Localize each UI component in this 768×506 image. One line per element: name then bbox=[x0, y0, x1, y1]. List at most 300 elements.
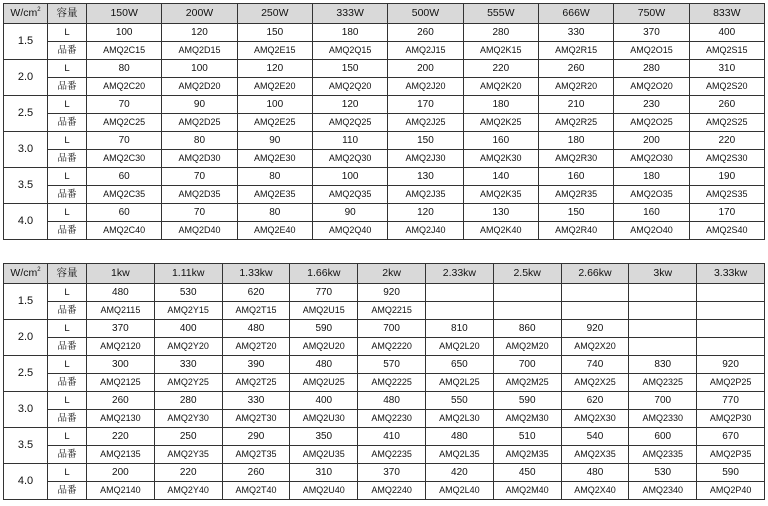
length-value: 120 bbox=[388, 204, 463, 222]
part-number-value: AMQ2U15 bbox=[290, 302, 358, 320]
length-label: L bbox=[48, 24, 87, 42]
column-header: 1.66kw bbox=[290, 264, 358, 284]
length-value: 130 bbox=[388, 168, 463, 186]
length-value bbox=[629, 320, 697, 338]
part-number-value: AMQ2E40 bbox=[237, 222, 312, 240]
column-header: 1kw bbox=[87, 264, 155, 284]
part-number-value: AMQ2K35 bbox=[463, 186, 538, 204]
length-row bbox=[4, 168, 765, 186]
part-number-value bbox=[697, 338, 765, 356]
part-number-label: 品番 bbox=[48, 222, 87, 240]
length-value: 740 bbox=[561, 356, 629, 374]
length-value: 250 bbox=[154, 428, 222, 446]
part-number-value: AMQ2O30 bbox=[614, 150, 689, 168]
part-number-value: AMQ2C35 bbox=[87, 186, 162, 204]
part-number-value: AMQ2Y15 bbox=[154, 302, 222, 320]
column-header: 3kw bbox=[629, 264, 697, 284]
column-header: 3.33kw bbox=[697, 264, 765, 284]
length-value: 590 bbox=[290, 320, 358, 338]
length-value: 90 bbox=[312, 204, 387, 222]
watt-density-cell: 1.5 bbox=[4, 24, 48, 60]
column-header: 555W bbox=[463, 4, 538, 24]
watt-density-cell: 4.0 bbox=[4, 464, 48, 500]
length-value: 160 bbox=[538, 168, 613, 186]
length-value: 140 bbox=[463, 168, 538, 186]
length-value: 420 bbox=[425, 464, 493, 482]
part-number-label: 品番 bbox=[48, 410, 87, 428]
part-number-value: AMQ2340 bbox=[629, 482, 697, 500]
length-value: 200 bbox=[87, 464, 155, 482]
length-value: 180 bbox=[614, 168, 689, 186]
part-number-value: AMQ2L25 bbox=[425, 374, 493, 392]
length-value: 480 bbox=[425, 428, 493, 446]
watt-density-cell: 3.0 bbox=[4, 392, 48, 428]
column-header: 2.5kw bbox=[493, 264, 561, 284]
length-value: 180 bbox=[312, 24, 387, 42]
part-number-value: AMQ2Y40 bbox=[154, 482, 222, 500]
length-value: 810 bbox=[425, 320, 493, 338]
length-value: 300 bbox=[87, 356, 155, 374]
length-label: L bbox=[48, 60, 87, 78]
length-value: 130 bbox=[463, 204, 538, 222]
length-label: L bbox=[48, 96, 87, 114]
part-number-value: AMQ2335 bbox=[629, 446, 697, 464]
length-value: 190 bbox=[689, 168, 764, 186]
part-number-value: AMQ2U35 bbox=[290, 446, 358, 464]
watt-density-cell: 4.0 bbox=[4, 204, 48, 240]
column-header: 750W bbox=[614, 4, 689, 24]
length-value: 70 bbox=[87, 132, 162, 150]
length-label: L bbox=[48, 428, 87, 446]
watt-density-cell: 3.0 bbox=[4, 132, 48, 168]
length-value: 160 bbox=[463, 132, 538, 150]
length-value: 280 bbox=[154, 392, 222, 410]
part-number-value: AMQ2U30 bbox=[290, 410, 358, 428]
column-header: 666W bbox=[538, 4, 613, 24]
length-row bbox=[4, 24, 765, 42]
part-number-label: 品番 bbox=[48, 114, 87, 132]
capacity-header: 容量 bbox=[48, 264, 87, 284]
length-value: 370 bbox=[87, 320, 155, 338]
part-number-value: AMQ2R40 bbox=[538, 222, 613, 240]
w-per-cm2-superscript: 2 bbox=[37, 7, 41, 14]
length-value: 400 bbox=[154, 320, 222, 338]
length-value: 330 bbox=[222, 392, 290, 410]
header-row bbox=[4, 264, 765, 284]
part-number-value: AMQ2125 bbox=[87, 374, 155, 392]
length-value: 80 bbox=[237, 168, 312, 186]
length-value: 90 bbox=[162, 96, 237, 114]
part-number-value: AMQ2R20 bbox=[538, 78, 613, 96]
part-number-value: AMQ2Y25 bbox=[154, 374, 222, 392]
part-number-value: AMQ2R25 bbox=[538, 114, 613, 132]
column-header: 2.33kw bbox=[425, 264, 493, 284]
length-value: 770 bbox=[290, 284, 358, 302]
length-value: 220 bbox=[87, 428, 155, 446]
part-number-value: AMQ2Y30 bbox=[154, 410, 222, 428]
part-number-value: AMQ2Q25 bbox=[312, 114, 387, 132]
part-number-value: AMQ2T40 bbox=[222, 482, 290, 500]
part-number-value: AMQ2X35 bbox=[561, 446, 629, 464]
length-value: 150 bbox=[312, 60, 387, 78]
part-number-value bbox=[629, 338, 697, 356]
part-number-value: AMQ2Q30 bbox=[312, 150, 387, 168]
length-value: 370 bbox=[614, 24, 689, 42]
part-number-label: 品番 bbox=[48, 374, 87, 392]
part-number-value: AMQ2325 bbox=[629, 374, 697, 392]
watt-density-cell: 2.0 bbox=[4, 320, 48, 356]
part-number-value: AMQ2D25 bbox=[162, 114, 237, 132]
part-number-row bbox=[4, 186, 765, 204]
part-number-row bbox=[4, 114, 765, 132]
part-number-value: AMQ2Q15 bbox=[312, 42, 387, 60]
length-value: 530 bbox=[629, 464, 697, 482]
part-number-value: AMQ2T25 bbox=[222, 374, 290, 392]
part-number-value: AMQ2X40 bbox=[561, 482, 629, 500]
part-number-value: AMQ2130 bbox=[87, 410, 155, 428]
length-value: 110 bbox=[312, 132, 387, 150]
part-number-value: AMQ2X30 bbox=[561, 410, 629, 428]
part-number-value: AMQ2D35 bbox=[162, 186, 237, 204]
length-row bbox=[4, 356, 765, 374]
part-number-value bbox=[697, 302, 765, 320]
part-number-row bbox=[4, 78, 765, 96]
part-number-value: AMQ2P30 bbox=[697, 410, 765, 428]
watt-density-cell: 1.5 bbox=[4, 284, 48, 320]
length-row bbox=[4, 204, 765, 222]
length-value: 550 bbox=[425, 392, 493, 410]
length-value: 180 bbox=[538, 132, 613, 150]
part-number-value: AMQ2O20 bbox=[614, 78, 689, 96]
part-number-value: AMQ2J35 bbox=[388, 186, 463, 204]
w-per-cm2-superscript: 2 bbox=[37, 267, 41, 274]
length-row bbox=[4, 320, 765, 338]
length-value: 570 bbox=[358, 356, 426, 374]
watt-density-cell: 2.0 bbox=[4, 60, 48, 96]
part-number-value: AMQ2M35 bbox=[493, 446, 561, 464]
length-value: 260 bbox=[388, 24, 463, 42]
part-number-value: AMQ2C20 bbox=[87, 78, 162, 96]
part-number-value: AMQ2M40 bbox=[493, 482, 561, 500]
part-number-value: AMQ2D20 bbox=[162, 78, 237, 96]
length-value: 400 bbox=[290, 392, 358, 410]
part-number-label: 品番 bbox=[48, 302, 87, 320]
part-number-value: AMQ2X20 bbox=[561, 338, 629, 356]
part-number-value: AMQ2X25 bbox=[561, 374, 629, 392]
length-value: 80 bbox=[237, 204, 312, 222]
length-value: 830 bbox=[629, 356, 697, 374]
length-value: 540 bbox=[561, 428, 629, 446]
part-number-value: AMQ2T30 bbox=[222, 410, 290, 428]
part-number-value: AMQ2230 bbox=[358, 410, 426, 428]
part-number-value: AMQ2R35 bbox=[538, 186, 613, 204]
length-value: 350 bbox=[290, 428, 358, 446]
length-value: 70 bbox=[87, 96, 162, 114]
length-value: 120 bbox=[237, 60, 312, 78]
column-header: 250W bbox=[237, 4, 312, 24]
column-header: 200W bbox=[162, 4, 237, 24]
column-header: 150W bbox=[87, 4, 162, 24]
part-number-value: AMQ2P40 bbox=[697, 482, 765, 500]
part-number-value: AMQ2E35 bbox=[237, 186, 312, 204]
part-number-value: AMQ2E30 bbox=[237, 150, 312, 168]
part-number-row bbox=[4, 42, 765, 60]
part-number-value: AMQ2P25 bbox=[697, 374, 765, 392]
part-number-value bbox=[425, 302, 493, 320]
part-number-value: AMQ2C30 bbox=[87, 150, 162, 168]
part-number-row bbox=[4, 302, 765, 320]
part-number-value: AMQ2D40 bbox=[162, 222, 237, 240]
part-number-value: AMQ2Q40 bbox=[312, 222, 387, 240]
length-value: 150 bbox=[237, 24, 312, 42]
length-value: 590 bbox=[493, 392, 561, 410]
length-value: 400 bbox=[689, 24, 764, 42]
part-number-value: AMQ2P35 bbox=[697, 446, 765, 464]
length-value: 620 bbox=[561, 392, 629, 410]
length-value: 260 bbox=[689, 96, 764, 114]
part-number-value: AMQ2E25 bbox=[237, 114, 312, 132]
length-value bbox=[697, 284, 765, 302]
length-value: 60 bbox=[87, 168, 162, 186]
length-value: 100 bbox=[162, 60, 237, 78]
length-value: 200 bbox=[388, 60, 463, 78]
part-number-value: AMQ2S20 bbox=[689, 78, 764, 96]
length-value: 450 bbox=[493, 464, 561, 482]
column-header: 500W bbox=[388, 4, 463, 24]
w-per-cm2-header bbox=[4, 4, 48, 24]
length-value: 70 bbox=[162, 204, 237, 222]
length-value: 80 bbox=[162, 132, 237, 150]
part-number-value: AMQ2S15 bbox=[689, 42, 764, 60]
part-number-value bbox=[629, 302, 697, 320]
part-number-label: 品番 bbox=[48, 42, 87, 60]
length-value bbox=[629, 284, 697, 302]
part-number-value: AMQ2235 bbox=[358, 446, 426, 464]
part-number-value: AMQ2215 bbox=[358, 302, 426, 320]
length-value: 510 bbox=[493, 428, 561, 446]
length-value: 480 bbox=[87, 284, 155, 302]
length-value: 200 bbox=[614, 132, 689, 150]
part-number-value: AMQ2J30 bbox=[388, 150, 463, 168]
part-number-value: AMQ2C15 bbox=[87, 42, 162, 60]
part-number-value: AMQ2M25 bbox=[493, 374, 561, 392]
watt-density-cell: 2.5 bbox=[4, 96, 48, 132]
part-number-value: AMQ2S25 bbox=[689, 114, 764, 132]
length-value: 220 bbox=[154, 464, 222, 482]
part-number-value: AMQ2T35 bbox=[222, 446, 290, 464]
length-row bbox=[4, 428, 765, 446]
part-number-value: AMQ2Y20 bbox=[154, 338, 222, 356]
length-value: 670 bbox=[697, 428, 765, 446]
length-value: 920 bbox=[561, 320, 629, 338]
watt-density-cell: 3.5 bbox=[4, 428, 48, 464]
length-value: 150 bbox=[538, 204, 613, 222]
length-value: 860 bbox=[493, 320, 561, 338]
length-value: 150 bbox=[388, 132, 463, 150]
length-label: L bbox=[48, 320, 87, 338]
length-value: 920 bbox=[697, 356, 765, 374]
length-label: L bbox=[48, 392, 87, 410]
part-number-value: AMQ2L20 bbox=[425, 338, 493, 356]
length-row bbox=[4, 464, 765, 482]
part-number-value: AMQ2S35 bbox=[689, 186, 764, 204]
length-value: 220 bbox=[689, 132, 764, 150]
length-value: 260 bbox=[538, 60, 613, 78]
part-number-value: AMQ2115 bbox=[87, 302, 155, 320]
length-value: 620 bbox=[222, 284, 290, 302]
length-value: 330 bbox=[538, 24, 613, 42]
part-number-value: AMQ2K20 bbox=[463, 78, 538, 96]
part-number-row bbox=[4, 222, 765, 240]
part-number-value: AMQ2T20 bbox=[222, 338, 290, 356]
w-per-cm2-label: W/cm bbox=[10, 7, 38, 20]
length-value: 120 bbox=[162, 24, 237, 42]
spec-table-1 bbox=[3, 3, 765, 240]
part-number-label: 品番 bbox=[48, 78, 87, 96]
length-value: 220 bbox=[463, 60, 538, 78]
column-header: 833W bbox=[689, 4, 764, 24]
length-value: 530 bbox=[154, 284, 222, 302]
part-number-row bbox=[4, 374, 765, 392]
part-number-value: AMQ2K25 bbox=[463, 114, 538, 132]
length-value: 920 bbox=[358, 284, 426, 302]
part-number-value: AMQ2O25 bbox=[614, 114, 689, 132]
part-number-value: AMQ2U25 bbox=[290, 374, 358, 392]
length-value: 650 bbox=[425, 356, 493, 374]
part-number-value bbox=[493, 302, 561, 320]
length-value: 590 bbox=[697, 464, 765, 482]
length-value: 210 bbox=[538, 96, 613, 114]
part-number-label: 品番 bbox=[48, 186, 87, 204]
length-value: 600 bbox=[629, 428, 697, 446]
length-value: 410 bbox=[358, 428, 426, 446]
part-number-value: AMQ2O35 bbox=[614, 186, 689, 204]
part-number-value: AMQ2Q35 bbox=[312, 186, 387, 204]
part-number-label: 品番 bbox=[48, 446, 87, 464]
column-header: 1.33kw bbox=[222, 264, 290, 284]
spec-table-2 bbox=[3, 263, 765, 500]
part-number-value: AMQ2K15 bbox=[463, 42, 538, 60]
length-value: 770 bbox=[697, 392, 765, 410]
length-value: 330 bbox=[154, 356, 222, 374]
length-value: 290 bbox=[222, 428, 290, 446]
part-number-value: AMQ2C25 bbox=[87, 114, 162, 132]
w-per-cm2-label: W/cm bbox=[10, 267, 38, 280]
length-row bbox=[4, 284, 765, 302]
part-number-value: AMQ2S40 bbox=[689, 222, 764, 240]
watt-density-cell: 3.5 bbox=[4, 168, 48, 204]
part-number-value: AMQ2225 bbox=[358, 374, 426, 392]
part-number-value: AMQ2J25 bbox=[388, 114, 463, 132]
part-number-label: 品番 bbox=[48, 150, 87, 168]
part-number-value: AMQ2T15 bbox=[222, 302, 290, 320]
column-header: 1.11kw bbox=[154, 264, 222, 284]
length-value bbox=[697, 320, 765, 338]
part-number-value: AMQ2J40 bbox=[388, 222, 463, 240]
length-value bbox=[425, 284, 493, 302]
part-number-value: AMQ2120 bbox=[87, 338, 155, 356]
part-number-value: AMQ2C40 bbox=[87, 222, 162, 240]
length-label: L bbox=[48, 132, 87, 150]
column-header: 2.66kw bbox=[561, 264, 629, 284]
length-value: 310 bbox=[290, 464, 358, 482]
part-number-value: AMQ2M20 bbox=[493, 338, 561, 356]
part-number-value: AMQ2330 bbox=[629, 410, 697, 428]
part-number-value: AMQ2K30 bbox=[463, 150, 538, 168]
length-value: 260 bbox=[87, 392, 155, 410]
part-number-value: AMQ2D30 bbox=[162, 150, 237, 168]
length-value: 280 bbox=[463, 24, 538, 42]
length-value: 700 bbox=[493, 356, 561, 374]
length-value: 480 bbox=[561, 464, 629, 482]
part-number-value: AMQ2220 bbox=[358, 338, 426, 356]
length-value: 80 bbox=[87, 60, 162, 78]
part-number-value: AMQ2Q20 bbox=[312, 78, 387, 96]
part-number-value: AMQ2240 bbox=[358, 482, 426, 500]
length-row bbox=[4, 60, 765, 78]
part-number-value: AMQ2135 bbox=[87, 446, 155, 464]
length-value: 280 bbox=[614, 60, 689, 78]
length-row bbox=[4, 96, 765, 114]
capacity-header: 容量 bbox=[48, 4, 87, 24]
part-number-value: AMQ2L40 bbox=[425, 482, 493, 500]
part-number-label: 品番 bbox=[48, 338, 87, 356]
length-value: 170 bbox=[689, 204, 764, 222]
w-per-cm2-header bbox=[4, 264, 48, 284]
length-value: 180 bbox=[463, 96, 538, 114]
length-value: 480 bbox=[358, 392, 426, 410]
length-label: L bbox=[48, 204, 87, 222]
length-value: 230 bbox=[614, 96, 689, 114]
length-value: 480 bbox=[222, 320, 290, 338]
part-number-row bbox=[4, 338, 765, 356]
part-number-value: AMQ2U40 bbox=[290, 482, 358, 500]
part-number-value: AMQ2O15 bbox=[614, 42, 689, 60]
length-value: 170 bbox=[388, 96, 463, 114]
part-number-value: AMQ2M30 bbox=[493, 410, 561, 428]
length-value: 260 bbox=[222, 464, 290, 482]
part-number-value: AMQ2L30 bbox=[425, 410, 493, 428]
length-value: 700 bbox=[358, 320, 426, 338]
length-value bbox=[493, 284, 561, 302]
header-row bbox=[4, 4, 765, 24]
length-value bbox=[561, 284, 629, 302]
part-number-value: AMQ2R30 bbox=[538, 150, 613, 168]
part-number-value: AMQ2140 bbox=[87, 482, 155, 500]
part-number-value bbox=[561, 302, 629, 320]
length-row bbox=[4, 132, 765, 150]
part-number-value: AMQ2S30 bbox=[689, 150, 764, 168]
part-number-value: AMQ2J15 bbox=[388, 42, 463, 60]
part-number-value: AMQ2E15 bbox=[237, 42, 312, 60]
part-number-row bbox=[4, 150, 765, 168]
length-value: 480 bbox=[290, 356, 358, 374]
length-value: 100 bbox=[87, 24, 162, 42]
length-label: L bbox=[48, 284, 87, 302]
length-label: L bbox=[48, 168, 87, 186]
column-header: 2kw bbox=[358, 264, 426, 284]
length-value: 100 bbox=[312, 168, 387, 186]
length-value: 370 bbox=[358, 464, 426, 482]
part-number-value: AMQ2E20 bbox=[237, 78, 312, 96]
length-value: 120 bbox=[312, 96, 387, 114]
length-value: 90 bbox=[237, 132, 312, 150]
length-value: 310 bbox=[689, 60, 764, 78]
length-row bbox=[4, 392, 765, 410]
part-number-value: AMQ2D15 bbox=[162, 42, 237, 60]
length-value: 160 bbox=[614, 204, 689, 222]
length-value: 70 bbox=[162, 168, 237, 186]
